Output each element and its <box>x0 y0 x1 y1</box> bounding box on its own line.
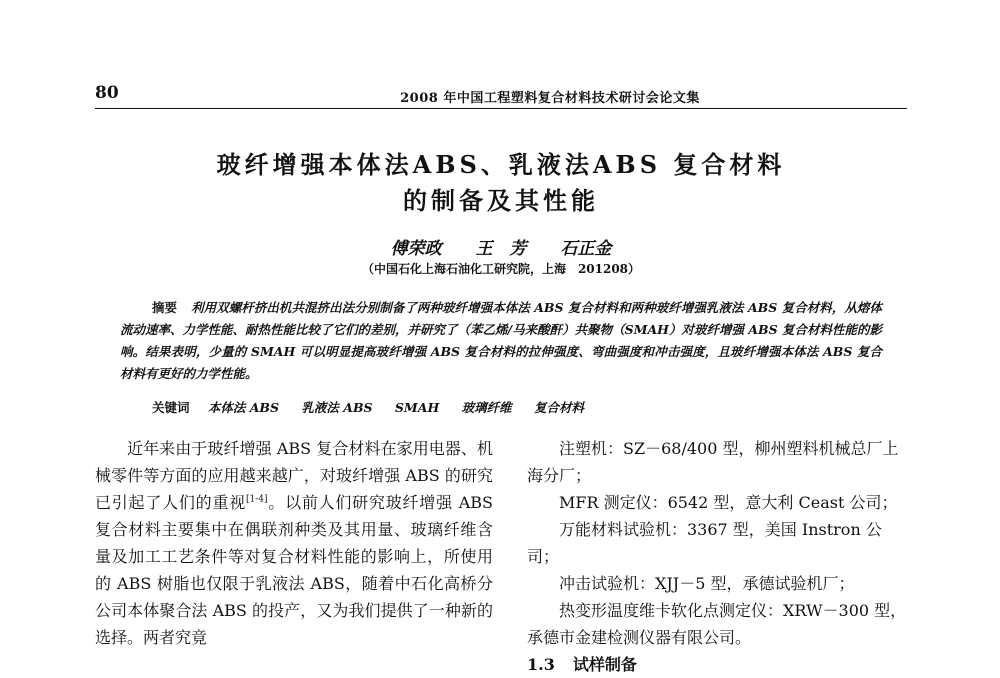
abstract-text: 利用双螺杆挤出机共混挤出法分别制备了两种玻纤增强本体法 ABS 复合材料和两种玻纤增强乳液法 ABS 复合材料，从熔体流动速率、力学性能、耐热性能比较了它们的差别，并研究了（苯乙烯/马来酸酐）共聚物（SMAH）对玻纤增强 ABS 复合材料性能的影响。结果表明，少量的 SMAH 可以明显提高玻纤增强 ABS 复合材料的拉伸强度、弯曲强度和冲击强度，且玻纤增强本体法 ABS 复合材料有更好的力学性能。 <box>120 300 882 381</box>
keyword-3: SMAH <box>394 400 440 415</box>
header-rule <box>95 108 907 109</box>
equipment-item: 注塑机：SZ－68/400 型，柳州塑料机械总厂上海分厂； <box>527 439 899 485</box>
keyword-1: 本体法 ABS <box>207 400 280 415</box>
page-number: 80 <box>95 83 119 103</box>
running-header: 2008 年中国工程塑料复合材料技术研讨会论文集 <box>400 91 700 106</box>
body-left-column <box>95 435 493 651</box>
keyword-5: 复合材料 <box>534 400 585 415</box>
section-title: 试样制备 <box>572 655 637 674</box>
equipment-item: 冲击试验机：XJJ－5 型，承德试验机厂； <box>559 574 855 593</box>
keyword-2: 乳液法 ABS <box>301 400 373 415</box>
body-right-column <box>527 435 912 678</box>
intro-paragraph <box>95 435 493 651</box>
author-1: 傅荣政 <box>390 239 442 259</box>
affiliation: （中国石化上海石油化工研究院，上海 201208） <box>361 262 641 276</box>
author-2: 王 芳 <box>475 239 527 259</box>
paper-title-line-2: 的制备及其性能 <box>403 186 599 215</box>
abstract-label: 摘要 <box>152 300 178 315</box>
equipment-item: MFR 测定仪：6542 型，意大利 Ceast 公司； <box>559 493 898 512</box>
paper-title-line-1: 玻纤增强本体法ABS、乳液法ABS 复合材料 <box>216 150 786 179</box>
equipment-item: 万能材料试验机：3367 型，美国 Instron 公司； <box>527 520 882 566</box>
section-heading <box>527 651 912 678</box>
intro-text-1: 近年来由于玻纤增强 ABS 复合材料在家用电器、机械零件等方面的应用越来越广，对玻纤增强 ABS 的研究已引起了人们的重视 <box>95 439 493 512</box>
citation: [1-4] <box>246 494 268 505</box>
keywords <box>152 398 882 416</box>
intro-text-2: 。以前人们研究玻纤增强 ABS 复合材料主要集中在偶联剂种类及其用量、玻璃纤维含量及加工工艺条件等对复合材料性能的影响上，所使用的 ABS 树脂也仅限于乳液法 ABS，随着中石化高桥分公司本体聚合法 ABS 的投产，又为我们提供了一种新的选择。两者究竟 <box>95 493 493 647</box>
author-3: 石正金 <box>560 239 612 259</box>
keyword-4: 玻璃纤维 <box>461 400 512 415</box>
section-number: 1.3 <box>527 655 555 674</box>
equipment-item: 热变形温度维卡软化点测定仪：XRW－300 型，承德市金建检测仪器有限公司。 <box>527 601 907 647</box>
abstract <box>120 297 882 385</box>
keywords-label: 关键词 <box>152 400 190 415</box>
authors <box>95 234 907 259</box>
